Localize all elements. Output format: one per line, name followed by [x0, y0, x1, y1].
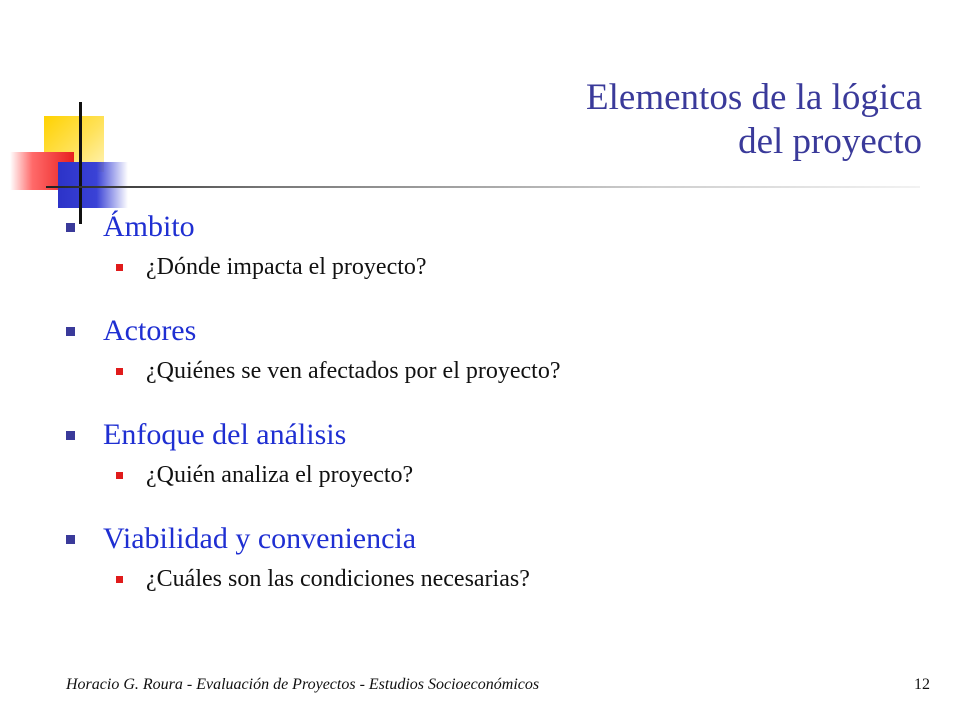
slide-title: [586, 76, 922, 164]
bullet-subtext: ¿Cuáles son las condiciones necesarias?: [146, 566, 530, 592]
bullet-heading: Actores: [103, 314, 197, 347]
bullet-heading: Ámbito: [103, 210, 195, 243]
list-item: [66, 416, 926, 490]
bullet-subtext: ¿Dónde impacta el proyecto?: [146, 254, 427, 280]
page-number: 12: [914, 676, 930, 693]
bullet-level1: [66, 208, 926, 246]
bullet-heading: Viabilidad y conveniencia: [103, 522, 417, 555]
square-bullet-icon: [66, 431, 75, 440]
bullet-heading: Enfoque del análisis: [103, 418, 347, 451]
horizontal-divider-line: [46, 186, 920, 188]
bullet-level1: [66, 520, 926, 558]
square-bullet-icon: [116, 264, 123, 271]
blue-square-shape: [58, 162, 128, 208]
square-bullet-icon: [66, 223, 75, 232]
list-item: [66, 312, 926, 386]
square-bullet-icon: [66, 535, 75, 544]
bullet-subtext: ¿Quién analiza el proyecto?: [146, 462, 414, 488]
square-bullet-icon: [116, 368, 123, 375]
square-bullet-icon: [116, 576, 123, 583]
square-bullet-icon: [66, 327, 75, 336]
bullet-level1: [66, 416, 926, 454]
list-item: [66, 520, 926, 594]
bullet-subtext: ¿Quiénes se ven afectados por el proyecto?: [146, 358, 561, 384]
bullet-level2: [116, 460, 926, 490]
bullet-level2: [116, 564, 926, 594]
bullet-level2: [116, 356, 926, 386]
slide-title-line-2: del proyecto: [738, 121, 922, 162]
footer-text: Horacio G. Roura - Evaluación de Proyectos - Estudios Socioeconómicos: [66, 676, 540, 693]
list-item: [66, 208, 926, 282]
bullet-level2: [116, 252, 926, 282]
bullet-list: [66, 208, 926, 624]
slide-title-line-1: Elementos de la lógica: [586, 77, 922, 118]
vertical-divider-line: [79, 102, 82, 224]
bullet-level1: [66, 312, 926, 350]
square-bullet-icon: [116, 472, 123, 479]
